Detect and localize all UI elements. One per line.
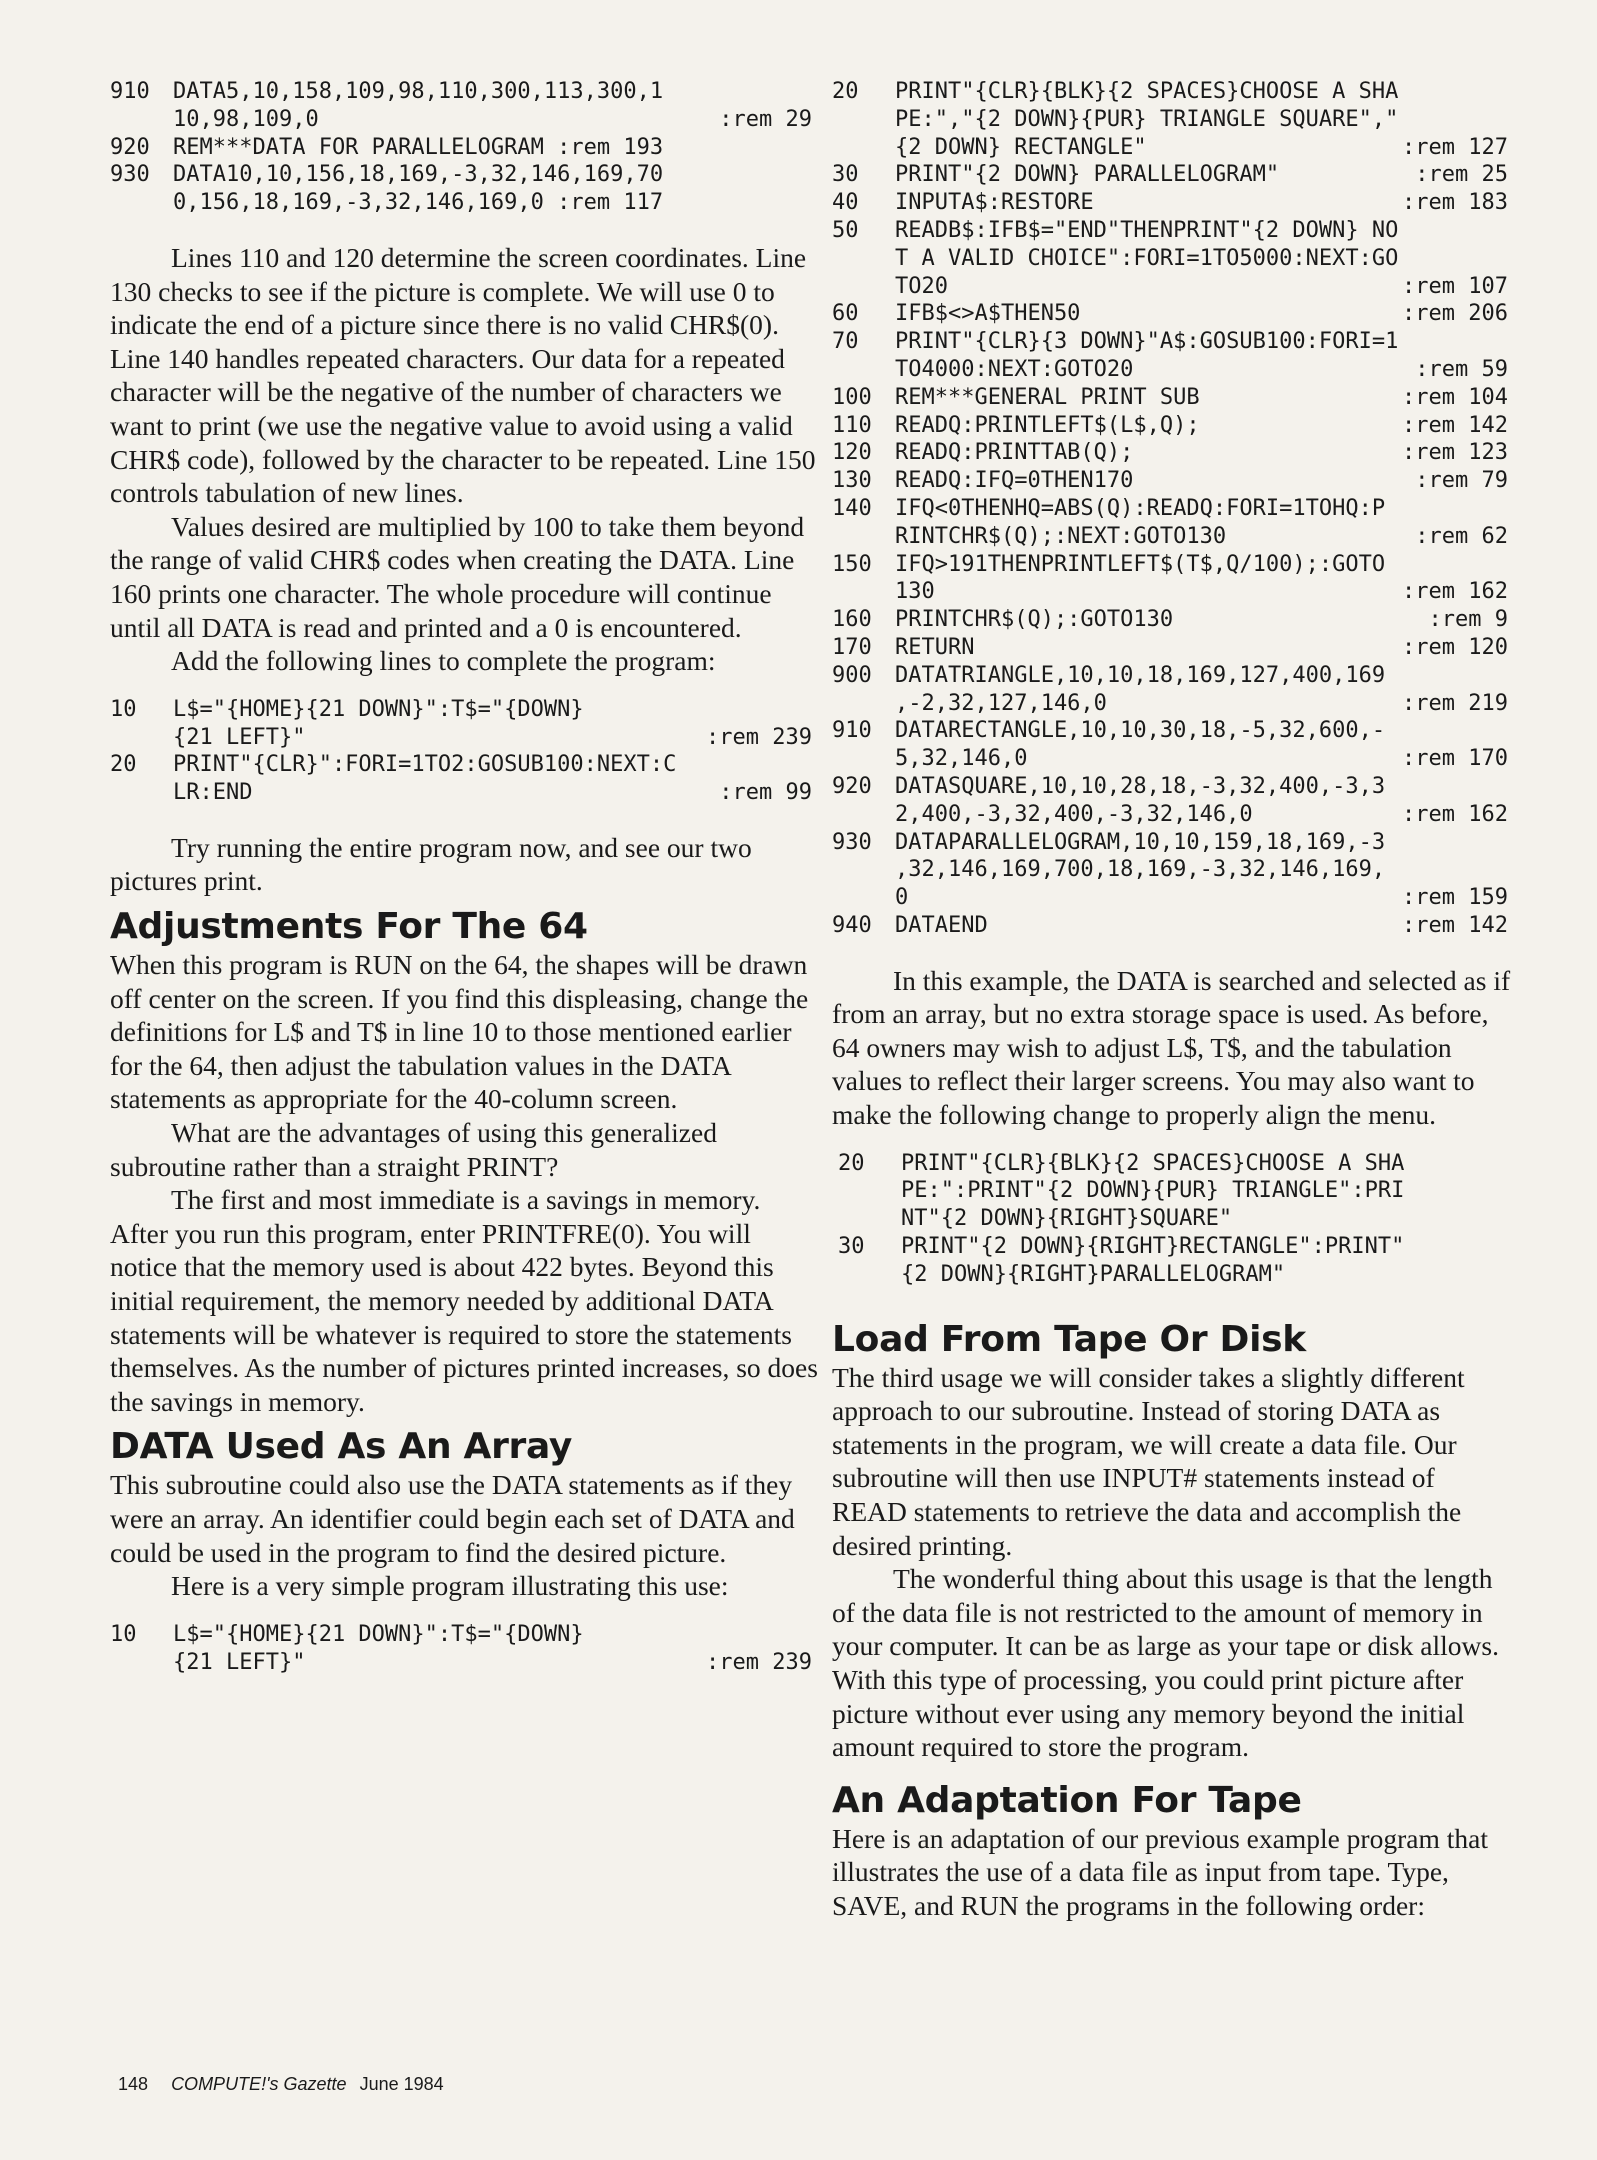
code-text: REM***GENERAL PRINT SUB — [895, 384, 1200, 410]
checksum-rem: :rem 29 — [719, 106, 812, 132]
line-number: 20 — [110, 752, 137, 778]
code-text: DATAEND — [895, 912, 988, 938]
code-text: PRINT"{2 DOWN} PARALLELOGRAM" — [895, 162, 1280, 188]
line-number: 160 — [832, 607, 872, 633]
line-number: 920 — [110, 134, 150, 160]
code-text: DATA10,10,156,18,169,-3,32,146,169,70 0,156,18,169,-3,32,146,169,0 :rem 117 — [173, 162, 664, 216]
code-listing-menu-program — [832, 78, 1514, 940]
code-line — [832, 773, 1514, 829]
checksum-rem: :rem 62 — [1415, 523, 1508, 549]
code-text: L$="{HOME}{21 DOWN}":T$="{DOWN} {21 LEFT}" — [173, 696, 584, 750]
paragraph: Here is an adaptation of our previous example program that illustrates the use of a data file as input from tape. Type, SAVE, and RUN the programs in the following order: — [832, 1822, 1488, 1921]
code-text: PRINT"{CLR}":FORI=1TO2:GOSUB100:NEXT:C LR:END — [173, 752, 677, 806]
code-line — [832, 467, 1514, 495]
code-line — [832, 189, 1514, 217]
paragraph: Try running the entire program now, and see our two pictures print. — [110, 831, 752, 897]
line-number: 40 — [832, 190, 859, 216]
paragraph: What are the advantages of using this generalized subroutine rather than a straight PRINT? — [110, 1117, 717, 1182]
checksum-rem: :rem 59 — [1415, 356, 1508, 382]
paragraph: Values desired are multiplied by 100 to take them beyond the range of valid CHR$ codes when creating the DATA. Line 160 prints one character. The whole procedure will continue until all DATA is read and printed and a 0 is encountered. — [110, 510, 805, 643]
section-heading: An Adaptation For Tape — [832, 1779, 1302, 1821]
code-text: PRINTCHR$(Q);:GOTO130 — [895, 607, 1174, 633]
code-line — [110, 1621, 818, 1677]
line-number: 900 — [832, 662, 872, 688]
line-number: 930 — [110, 162, 150, 188]
line-number: 30 — [832, 162, 859, 188]
code-text: DATA5,10,158,109,98,110,300,113,300,1 10,98,109,0 — [173, 79, 664, 132]
paragraph: The first and most immediate is a savings in memory. After you run this program, enter PRINTFRE(0). You will notice that the memory used is about 422 bytes. Beyond this initial requirement, the memory needed by additional DATA statements will be whatever is required to store the statements themselves. As the number of pictures printed increases, so does the savings in memory. — [110, 1184, 818, 1417]
paragraph: When this program is RUN on the 64, the shapes will be drawn off center on the screen. If you find this displeasing, change the definitions for L$ and T$ in line 10 to those mentioned earlier for the 64, then adjust the tabulation values in the DATA statements as appropriate for the 40-column screen. — [110, 949, 809, 1115]
code-text: DATASQUARE,10,10,28,18,-3,32,400,-3,3 2,400,-3,32,400,-3,32,146,0 — [895, 773, 1386, 827]
line-number: 50 — [832, 217, 859, 243]
checksum-rem: :rem 159 — [1402, 885, 1508, 911]
checksum-rem: :rem 127 — [1402, 134, 1508, 160]
section-heading: Adjustments For The 64 — [110, 906, 588, 948]
checksum-rem: :rem 120 — [1402, 634, 1508, 660]
checksum-rem: :rem 162 — [1402, 579, 1508, 605]
code-text: DATATRIANGLE,10,10,18,169,127,400,169 ,-2,32,127,146,0 — [895, 662, 1386, 716]
code-line — [838, 1233, 1514, 1289]
code-line — [838, 1150, 1514, 1233]
body-text — [832, 964, 1514, 1132]
page-number: 148 — [118, 2074, 149, 2094]
body-text — [110, 241, 818, 678]
code-text: DATARECTANGLE,10,10,30,18,-5,32,600,- 5,32,146,0 — [895, 718, 1386, 772]
code-line — [110, 161, 818, 217]
line-number: 120 — [832, 440, 872, 466]
line-number: 10 — [110, 1621, 137, 1647]
code-text: PRINT"{CLR}{BLK}{2 SPACES}CHOOSE A SHA PE:":PRINT"{2 DOWN}{PUR} TRIANGLE":PRI NT"{2 DOWN}{RIGHT}SQUARE" — [901, 1150, 1405, 1232]
body-text — [832, 1822, 1514, 1923]
code-text: IFQ>191THENPRINTLEFT$(T$,Q/100);:GOTO 130 — [895, 551, 1386, 605]
paragraph: In this example, the DATA is searched and selected as if from an array, but no extra storage space is used. As before, 64 owners may wish to adjust L$, T$, and the tabulation values to reflect their larger screens. You may also want to make the following change to properly align the menu. — [832, 964, 1511, 1131]
paragraph: The third usage we will consider takes a slightly different approach to our subroutine. Instead of storing DATA as statements in the program, we will create a data file. Our subroutine will then use INPUT# statements instead of READ statements to retrieve the data and accomplish the desired printing. — [832, 1361, 1465, 1561]
checksum-rem: :rem 142 — [1402, 412, 1508, 438]
code-line — [832, 384, 1514, 412]
body-text — [110, 831, 818, 898]
line-number: 170 — [832, 634, 872, 660]
code-line — [110, 751, 818, 807]
checksum-rem: :rem 239 — [706, 1649, 812, 1675]
right-column — [832, 78, 1514, 1923]
code-text: READQ:IFQ=0THEN170 — [895, 468, 1134, 494]
code-line — [832, 439, 1514, 467]
line-number: 910 — [832, 718, 872, 744]
code-line — [832, 829, 1514, 912]
body-text — [110, 1468, 818, 1602]
code-text: READB$:IFB$="END"THENPRINT"{2 DOWN} NO T A VALID CHOICE":FORI=1TO5000:NEXT:GO TO20 — [895, 217, 1399, 299]
paragraph: Lines 110 and 120 determine the screen coordinates. Line 130 checks to see if the picture is complete. We will use 0 to indicate the end of a picture since there is no valid CHR$(0). Line 140 handles repeated characters. Our data for a repeated character will be the negative of the number of characters we want to print (we use the negative value to avoid using a valid CHR$ code), followed by the character to be repeated. Line 150 controls tabulation of new lines. — [110, 241, 816, 509]
checksum-rem: :rem 162 — [1402, 801, 1508, 827]
line-number: 10 — [110, 696, 137, 722]
code-line — [832, 161, 1514, 189]
line-number: 110 — [832, 412, 872, 438]
line-number: 920 — [832, 773, 872, 799]
checksum-rem: :rem 239 — [706, 724, 812, 750]
code-text: RETURN — [895, 634, 975, 660]
code-listing-data-lines — [110, 78, 818, 217]
line-number: 30 — [838, 1234, 865, 1260]
code-text: L$="{HOME}{21 DOWN}":T$="{DOWN} {21 LEFT}" — [173, 1621, 584, 1675]
line-number: 70 — [832, 329, 859, 355]
code-listing-array — [110, 1621, 818, 1677]
paragraph: Here is a very simple program illustrating this use: — [171, 1570, 729, 1602]
code-line — [832, 551, 1514, 607]
code-line — [832, 328, 1514, 384]
paragraph: The wonderful thing about this usage is that the length of the data file is not restricted to the amount of memory in your computer. It can be as large as your tape or disk allows. With this type of processing, you could print picture after picture without ever using any memory beyond the initial amount required to store the program. — [832, 1563, 1499, 1763]
checksum-rem: :rem 25 — [1415, 162, 1508, 188]
section-heading: Load From Tape Or Disk — [832, 1318, 1306, 1360]
checksum-rem: :rem 170 — [1402, 746, 1508, 772]
code-line — [832, 300, 1514, 328]
body-text — [110, 948, 818, 1418]
paragraph: Add the following lines to complete the program: — [171, 645, 716, 677]
code-line — [832, 634, 1514, 662]
checksum-rem: :rem 99 — [719, 780, 812, 806]
paragraph: This subroutine could also use the DATA statements as if they were an array. An identifier could begin each set of DATA and could be used in the program to find the desired picture. — [110, 1469, 795, 1568]
checksum-rem: :rem 123 — [1402, 440, 1508, 466]
body-text — [832, 1361, 1514, 1764]
code-line — [832, 606, 1514, 634]
line-number: 930 — [832, 829, 872, 855]
code-text: DATAPARALLELOGRAM,10,10,159,18,169,-3 ,32,146,169,700,18,169,-3,32,146,169, 0 — [895, 829, 1386, 911]
checksum-rem: :rem 206 — [1402, 301, 1508, 327]
code-listing-completion — [110, 696, 818, 807]
section-heading: DATA Used As An Array — [110, 1426, 573, 1468]
code-line — [832, 78, 1514, 161]
line-number: 20 — [838, 1150, 865, 1176]
code-line — [832, 717, 1514, 773]
issue-date: June 1984 — [359, 2074, 444, 2094]
code-text: READQ:PRINTTAB(Q); — [895, 440, 1134, 466]
code-text: REM***DATA FOR PARALLELOGRAM :rem 193 — [173, 134, 664, 160]
code-text: PRINT"{2 DOWN}{RIGHT}RECTANGLE":PRINT" {2 DOWN}{RIGHT}PARALLELOGRAM" — [901, 1234, 1405, 1287]
code-line — [832, 495, 1514, 551]
line-number: 60 — [832, 301, 859, 327]
code-line — [110, 696, 818, 752]
line-number: 910 — [110, 79, 150, 104]
checksum-rem: :rem 104 — [1402, 384, 1508, 410]
code-text: INPUTA$:RESTORE — [895, 190, 1094, 216]
checksum-rem: :rem 9 — [1428, 607, 1508, 633]
checksum-rem: :rem 107 — [1402, 273, 1508, 299]
code-text: IFQ<0THENHQ=ABS(Q):READQ:FORI=1TOHQ:P RINTCHR$(Q);:NEXT:GOTO130 — [895, 495, 1386, 549]
code-line — [832, 217, 1514, 300]
code-line — [832, 412, 1514, 440]
code-text: PRINT"{CLR}{BLK}{2 SPACES}CHOOSE A SHA PE:","{2 DOWN}{PUR} TRIANGLE SQUARE"," {2 DOWN} RECTANGLE" — [895, 79, 1399, 160]
page-footer — [118, 2074, 444, 2095]
line-number: 20 — [832, 79, 859, 104]
checksum-rem: :rem 79 — [1415, 468, 1508, 494]
code-listing-menu-change — [832, 1150, 1514, 1289]
line-number: 150 — [832, 551, 872, 577]
left-column — [110, 78, 818, 1676]
code-text: READQ:PRINTLEFT$(L$,Q); — [895, 412, 1200, 438]
line-number: 140 — [832, 495, 872, 521]
magazine-name: COMPUTE!'s Gazette — [171, 2074, 347, 2094]
line-number: 100 — [832, 384, 872, 410]
code-line — [832, 912, 1514, 940]
code-text: IFB$<>A$THEN50 — [895, 301, 1081, 327]
line-number: 940 — [832, 912, 872, 938]
code-line — [110, 134, 818, 162]
checksum-rem: :rem 183 — [1402, 190, 1508, 216]
checksum-rem: :rem 219 — [1402, 690, 1508, 716]
line-number: 130 — [832, 468, 872, 494]
checksum-rem: :rem 142 — [1402, 912, 1508, 938]
code-line — [832, 662, 1514, 718]
code-line — [110, 78, 818, 134]
code-text: PRINT"{CLR}{3 DOWN}"A$:GOSUB100:FORI=1 TO4000:NEXT:GOTO20 — [895, 329, 1399, 382]
